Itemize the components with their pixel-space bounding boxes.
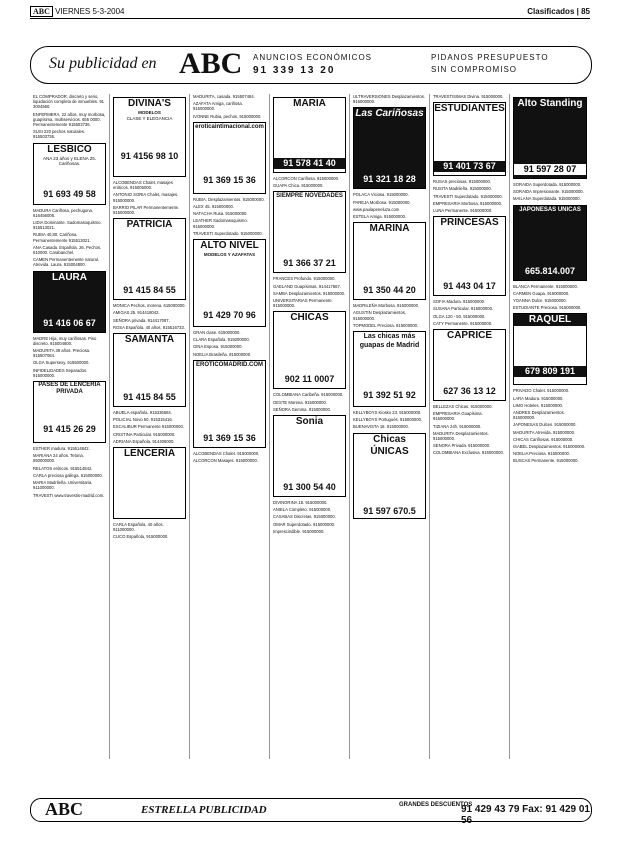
ad-phone: 91 443 04 17 — [443, 281, 496, 292]
classified-ad: SORAIDA Superdotada. 915000000. — [513, 182, 582, 187]
banner-lead: Su publicidad en — [49, 55, 157, 72]
ad-title: Alto Standing — [517, 98, 583, 109]
classified-ad: NOELIA Brasileña. 915000000. — [193, 351, 252, 357]
classified-ad: BARRIO PILAR Permanentemente. 915000000. — [113, 204, 180, 216]
classified-ad: RUBIA. Desplazamientos. 915000000. — [193, 196, 265, 202]
classified-ad: RELATOS eróticos. 915514842. — [33, 465, 93, 471]
ad-phone: 665.814.007 — [524, 265, 576, 276]
ad-phone: 679 809 191 — [514, 366, 586, 377]
display-ad — [33, 381, 106, 443]
classified-ad: MONICA Pechos, morena. 615000000. — [113, 303, 186, 309]
classified-ad: Imprescindible. 915000000. — [273, 528, 325, 534]
ad-title: JAPONESAS ÚNICAS — [519, 206, 581, 213]
display-ad — [513, 97, 587, 179]
display-ad — [433, 216, 506, 296]
classified-ad: ISABEL Desplazamientos. 915000000. — [513, 444, 586, 450]
classified-ad: ALCOBENDAS Chalet. 915000000. — [193, 450, 260, 456]
classified-ad: ALCORCON Masajes. 915000000. — [193, 458, 258, 464]
classified-ad: MADURITA Atrevida. 915000000. — [513, 429, 576, 435]
display-ad — [273, 311, 346, 389]
display-ad — [113, 218, 186, 300]
display-ad — [433, 329, 506, 401]
classified-ad: LIDIA Dominante. Sadomasoquismo. 915513021. — [33, 220, 102, 231]
ad-phone: 91 4156 98 10 — [120, 151, 179, 161]
ad-phone: 91 350 44 20 — [363, 285, 416, 296]
classified-ad: TOPMODEL Preciosa. 915000000. — [353, 322, 419, 328]
display-ad — [353, 222, 426, 300]
classified-ad: CRISTINA Particular. 915000000. — [113, 431, 176, 437]
classified-ad: CARLA Española, 40 años. 911000000. — [113, 522, 164, 533]
ad-phone: 91 415 26 29 — [43, 424, 96, 435]
classified-ad: COLOMBIANA Caribeña. 915000000. — [273, 392, 344, 398]
classified-ad: MADRILEÑA Morbosa. 915000000. — [353, 303, 420, 309]
classified-ad: DIVINORINA 18. 915000000. — [273, 500, 328, 506]
classified-ad: COLOMBIANA Exclusiva. 915000000. — [433, 450, 504, 456]
ad-title: ALTO NIVEL — [200, 240, 259, 252]
classified-ad: IVONNE Rubia, pechos. 915000000. — [193, 113, 262, 119]
ad-phone: 91 429 70 96 — [203, 309, 256, 320]
classified-ad: AMIGAS 25. 914418042. — [113, 310, 160, 316]
classified-ad: CHICAS Cariñosas. 915000000. — [513, 436, 574, 442]
column-6 — [430, 94, 510, 759]
classified-ad: TRAVESTI Superdotado. 915000000. — [193, 230, 263, 236]
ad-title: LENCERÍA — [123, 448, 176, 460]
classified-ad: KELLYBOYS Portugués. 915000000. — [353, 417, 423, 423]
classified-ad: ANA Casada. Española. 26. Pechos. 610000. Carabanchel. — [33, 244, 102, 256]
ad-title: CAPRICE — [446, 330, 492, 342]
display-ad — [193, 360, 266, 448]
display-ad — [33, 271, 106, 333]
header-section: Clasificados — [527, 7, 575, 16]
ad-subtitle: MODELOS Y AZAFATAS — [203, 252, 256, 258]
display-ad — [113, 447, 186, 519]
classified-ad: MARIA Madrileña. Universitaria. 911000000. — [33, 480, 93, 491]
ad-phone: 91 321 18 28 — [363, 174, 416, 185]
ad-text: CLASE Y ELEGANCIA — [126, 115, 173, 121]
footer-title: ESTRELLA PUBLICIDAD — [141, 804, 267, 816]
classified-ad: ESTHER madura. 915514842. — [33, 446, 90, 452]
classified-ad: AZAFATA Amiga, cariñosa. 915000000. — [193, 101, 243, 112]
page-header — [30, 6, 590, 19]
classified-ad: CARLA preciosa gallega. 615000000. — [33, 472, 103, 478]
classified-ad: KELLYBOYS Kiosko 23. 915000000. — [353, 410, 422, 416]
display-ad — [353, 331, 426, 407]
classified-ad: CLARA Española. 915000000. — [193, 337, 250, 343]
classified-ad: SORAIDA Impresionante. 915000000. — [513, 189, 584, 195]
ad-title: PASES DE LENCERÍA PRIVADA — [38, 382, 101, 396]
ad-title: MARIA — [293, 98, 326, 109]
classified-ad: SEÑORA Gemma. 915000000. — [273, 406, 331, 412]
classified-ad: PAREJA Morbosa. 915000000. — [353, 199, 411, 205]
classified-ad: LARA Madura. 915000000. — [513, 395, 564, 401]
banner-line4: SIN COMPROMISO — [431, 65, 518, 74]
classified-ad: PRIVADO Chalet. 915000000. — [513, 388, 570, 394]
display-ad — [353, 107, 426, 189]
ad-title: ESTUDIANTES — [434, 103, 505, 115]
classified-ad: ALEX 45. 915000000. — [193, 204, 234, 210]
classified-ad: CAMEN Permanentemente natural. Atrevida. Laura. 915004800. — [33, 257, 99, 268]
ad-title: Las Cariñosas — [355, 108, 424, 120]
display-ad — [513, 205, 587, 281]
classified-ad: BELLEZAS Chicas. 915000000. — [433, 404, 493, 410]
column-2 — [110, 94, 190, 759]
classified-ad: BLANCA Permanente. 915000000. — [513, 283, 578, 289]
classified-ad: UNIVERSITARIAS Permanente. 915000000. — [273, 298, 333, 309]
footer-banner-ad — [30, 798, 592, 826]
ad-title: EROTICOMADRID.COM — [196, 361, 263, 368]
column-4 — [270, 94, 350, 759]
classified-ad: BUSCAS Permanente. 915000000. — [513, 458, 579, 464]
classified-ad: CASABAS Discretas. 915000000. — [273, 514, 336, 520]
column-3 — [190, 94, 270, 759]
ad-phone: 91 415 84 55 — [123, 392, 176, 403]
classified-ad: ANDRES Desplazamientos. 915000000. — [513, 410, 565, 421]
classified-ad: OLGA 120 - 50. 915000000. — [433, 313, 486, 319]
classified-ad: MADRE Hija, muy cariñosas. Piso discreto. 915004800. — [33, 335, 97, 346]
header-date: VIERNES 5-3-2004 — [55, 7, 125, 16]
classified-ad: NATACHA Rusa. 915000000. — [193, 211, 248, 217]
classified-ad: SEÑORA privada. 914417087. — [113, 317, 170, 323]
ad-phone: 91 693 49 58 — [43, 188, 96, 199]
classified-ad: RUSAS preciosas. 915000000. — [433, 179, 491, 185]
classified-ad: TRAVESTI Superdotado. 915000000. — [433, 193, 503, 199]
classified-ad: ULTRAVERSIONES Desplazamientos. 915000000. — [353, 94, 425, 105]
ad-title: CHICAS — [290, 312, 329, 324]
classified-ad: www.paulapeneluza.com — [353, 206, 400, 212]
classified-ad: NOELIA Preciosa. 915000000. — [513, 451, 571, 457]
ad-title: RAQUEL — [514, 314, 586, 326]
classified-ad: SUSI 220 pechos naturales. 915503736. — [33, 129, 86, 140]
classified-ad: LUNA Permanente. 915000000. — [433, 208, 493, 214]
section-mark: ABC — [30, 6, 53, 17]
classified-ad: MADURITA Desplazamientos. 915000000. — [433, 430, 489, 442]
classified-ad: OMAR Superdotado. 915000000. — [273, 521, 336, 527]
column-7 — [510, 94, 590, 759]
classified-ad: EL COMPRADOR, discreto y serio, liquidación completa de inmuebles. 91 3004560. — [33, 94, 104, 110]
display-ad — [193, 239, 266, 327]
ad-title: eroticaintimacional.com — [195, 123, 264, 130]
ad-phone: 91 597 670.5 — [363, 505, 416, 516]
classified-ad: ANTONIO SORIA Chalet, masajes. 915000000. — [113, 192, 179, 203]
footer-grandes: GRANDES DESCUENTOS — [399, 802, 473, 808]
classified-ad: MARIANA 24 años. Tetona. 650000000. — [33, 453, 84, 464]
ad-title: Chicas ÚNICAS — [370, 433, 409, 457]
display-ad — [113, 333, 186, 407]
classified-ad: ABUELA española. 915336684. — [113, 410, 172, 416]
ad-title: Las chicas más guapas de Madrid — [359, 333, 420, 350]
ad-title: SAMANTA — [124, 334, 175, 346]
classified-ad: OLGA Supersexy. 615500000. — [33, 360, 90, 366]
classified-ad: ENFERMERA, 22 años, muy morbosa, guapísima, multiservicios. 655 0000. Permanentemente 915503736. — [33, 111, 106, 128]
ad-phone: 91 415 84 55 — [123, 285, 176, 296]
footer-phones: 91 429 43 79 Fax: 91 429 01 56 — [461, 804, 590, 826]
classified-ad: SAMBA Desplazamientos. 915000000. — [273, 290, 346, 296]
classified-ad: GUAPA Chica. 915000000. — [273, 183, 324, 189]
footer-brand: ABC — [45, 799, 84, 819]
classified-ad: RUSITA Madrileña. 915000000. — [433, 186, 492, 192]
classified-ad: ESTELA Amiga. 915000000. — [353, 214, 407, 220]
ad-phone: 91 369 15 36 — [203, 432, 256, 443]
display-ad — [33, 143, 106, 205]
classified-ad: POLACA Viciosa. 915000000. — [353, 192, 409, 198]
display-ad — [353, 433, 426, 519]
ad-title: PATRICIA — [126, 219, 173, 231]
classified-ad: CATY Permanente. 915000000. — [433, 320, 493, 326]
ad-title: LESBICO — [47, 143, 92, 155]
classified-ad: LEATHER Sadomasoquismo. 915000000. — [193, 218, 248, 229]
ad-subtitle: MODELOS — [138, 110, 161, 115]
classified-ad: SENORA Privada. 915000000. — [433, 443, 491, 449]
classified-ad: SOFIA Madura. 915000000. — [433, 299, 486, 305]
column-5 — [350, 94, 430, 759]
banner-brand: ABC — [179, 47, 243, 80]
classified-ad: AGUSTIN Desplazamientos. 915000000. — [353, 310, 407, 321]
classified-ad: MADURITA 39 años. Preciosa. 915507084. — [33, 348, 91, 359]
ad-title: PRINCESAS — [440, 217, 499, 229]
display-ad — [513, 313, 587, 385]
top-banner-ad — [30, 46, 592, 84]
classified-ad: ESCALIBUR Permanente 915000000. — [113, 424, 184, 430]
banner-phones: 91 339 13 20 — [253, 65, 336, 76]
classified-ad: YOANNA Dulce. 915000000. — [513, 298, 567, 304]
ad-phone: 91 366 37 21 — [283, 258, 336, 269]
ad-phone: 91 392 51 92 — [363, 390, 416, 401]
display-ad — [273, 415, 346, 497]
ad-phone: 91 416 06 67 — [43, 317, 96, 328]
display-ad — [273, 97, 346, 173]
classified-ad: GAELAND Guapísimas. 914417667. — [273, 283, 341, 289]
classified-ad: TIZIANA 24h. 915000000. — [433, 423, 482, 429]
ad-title: MARINA — [369, 223, 410, 235]
classified-ad: JAPONESAS Dulces. 915000000. — [513, 422, 577, 428]
display-ad — [273, 191, 346, 273]
classified-ad: GINA Esposa. 915000000. — [193, 344, 243, 350]
classified-ad: EMPRESARIA Morbosa. 915000000. — [433, 200, 503, 206]
classified-ad: ROSA Española. 40 años. 915516733. — [113, 324, 185, 330]
ad-phone: 902 11 0007 — [284, 374, 335, 385]
classified-ad: MADURA Cariñosa, pechugona. 616456006. — [33, 207, 94, 218]
column-1 — [30, 94, 110, 759]
classified-ad: ESTUDIANTE Preciosa. 915000000. — [513, 305, 582, 311]
display-ad — [113, 97, 186, 177]
header-right: Clasificados | 85 — [527, 7, 590, 16]
display-ad — [193, 122, 266, 194]
classified-ad: POLICIAL Novo 50. 915315416. — [113, 417, 173, 423]
classified-ad: MAILANA Superdotada. 915000000. — [513, 196, 581, 202]
classified-ad: BUENAVISTA 18. 915000000. — [353, 424, 409, 430]
classified-ad: RUBIA 40,80. Cariñosa. Permanentemente 915513021. — [33, 232, 91, 243]
display-ad — [433, 102, 506, 176]
classified-ad: CARMEN Guapa. 915000000. — [513, 290, 570, 296]
ad-phone: 91 300 54 40 — [283, 482, 336, 493]
ad-phone: 91 401 73 67 — [434, 161, 505, 172]
banner-line3: PIDANOS PRESUPUESTO — [431, 53, 549, 62]
classified-ad: TRAVESTISIMAS Divina. 915000000. — [433, 94, 504, 99]
classified-ad: EMPRESARIA Guapísima. 915000000. — [433, 411, 483, 422]
classified-ad: CUCO Española, 915000000. — [113, 534, 169, 540]
classified-ad: ADRIANA Española. 914406000. — [113, 438, 175, 444]
header-left — [30, 6, 125, 18]
classified-ad: INFIDELIDADES Separados. 915000000. — [33, 367, 88, 378]
classified-ad: ALCORCON Cariñosa. 915000000. — [273, 176, 340, 181]
ad-text: ANA 23 años y ELENA 25. Cariñosas. — [42, 155, 97, 167]
classified-ad: ANIELA Completo. 915000000. — [273, 507, 332, 513]
ad-title: DIVINA'S — [128, 98, 171, 109]
classified-ad: ALCOBENDAS Chalet, masajes eróticos. 915005000. — [113, 180, 173, 191]
banner-line1: ANUNCIOS ECONÓMICOS — [253, 53, 373, 62]
page-number: 85 — [581, 7, 590, 16]
classified-ad: GRAN clase. 615000000. — [193, 330, 241, 336]
ad-phone: 91 369 15 36 — [203, 174, 256, 185]
classified-ad: OESTE Morena. 915000000. — [273, 399, 328, 405]
ad-title: LAURA — [52, 271, 87, 283]
classified-ad: TRAVESTI www.travestis-madrid.com. — [33, 492, 105, 498]
classified-ad: MADURITA, casada. 915507484. — [193, 94, 255, 99]
ad-title: Sonia — [295, 416, 324, 428]
ad-phone: 627 36 13 12 — [443, 386, 496, 397]
classified-ad: LIMO Hoteles. 915000000. — [513, 402, 564, 408]
classified-ad: SUSANA Particular. 915000000. — [433, 306, 494, 312]
classified-ad: FRANCES Profundo. 915000000. — [273, 276, 336, 282]
ad-title: SIEMPRE NOVEDADES — [276, 193, 343, 200]
ad-phone: 91 578 41 40 — [274, 158, 345, 169]
ad-phone: 91 597 28 07 — [514, 164, 586, 175]
